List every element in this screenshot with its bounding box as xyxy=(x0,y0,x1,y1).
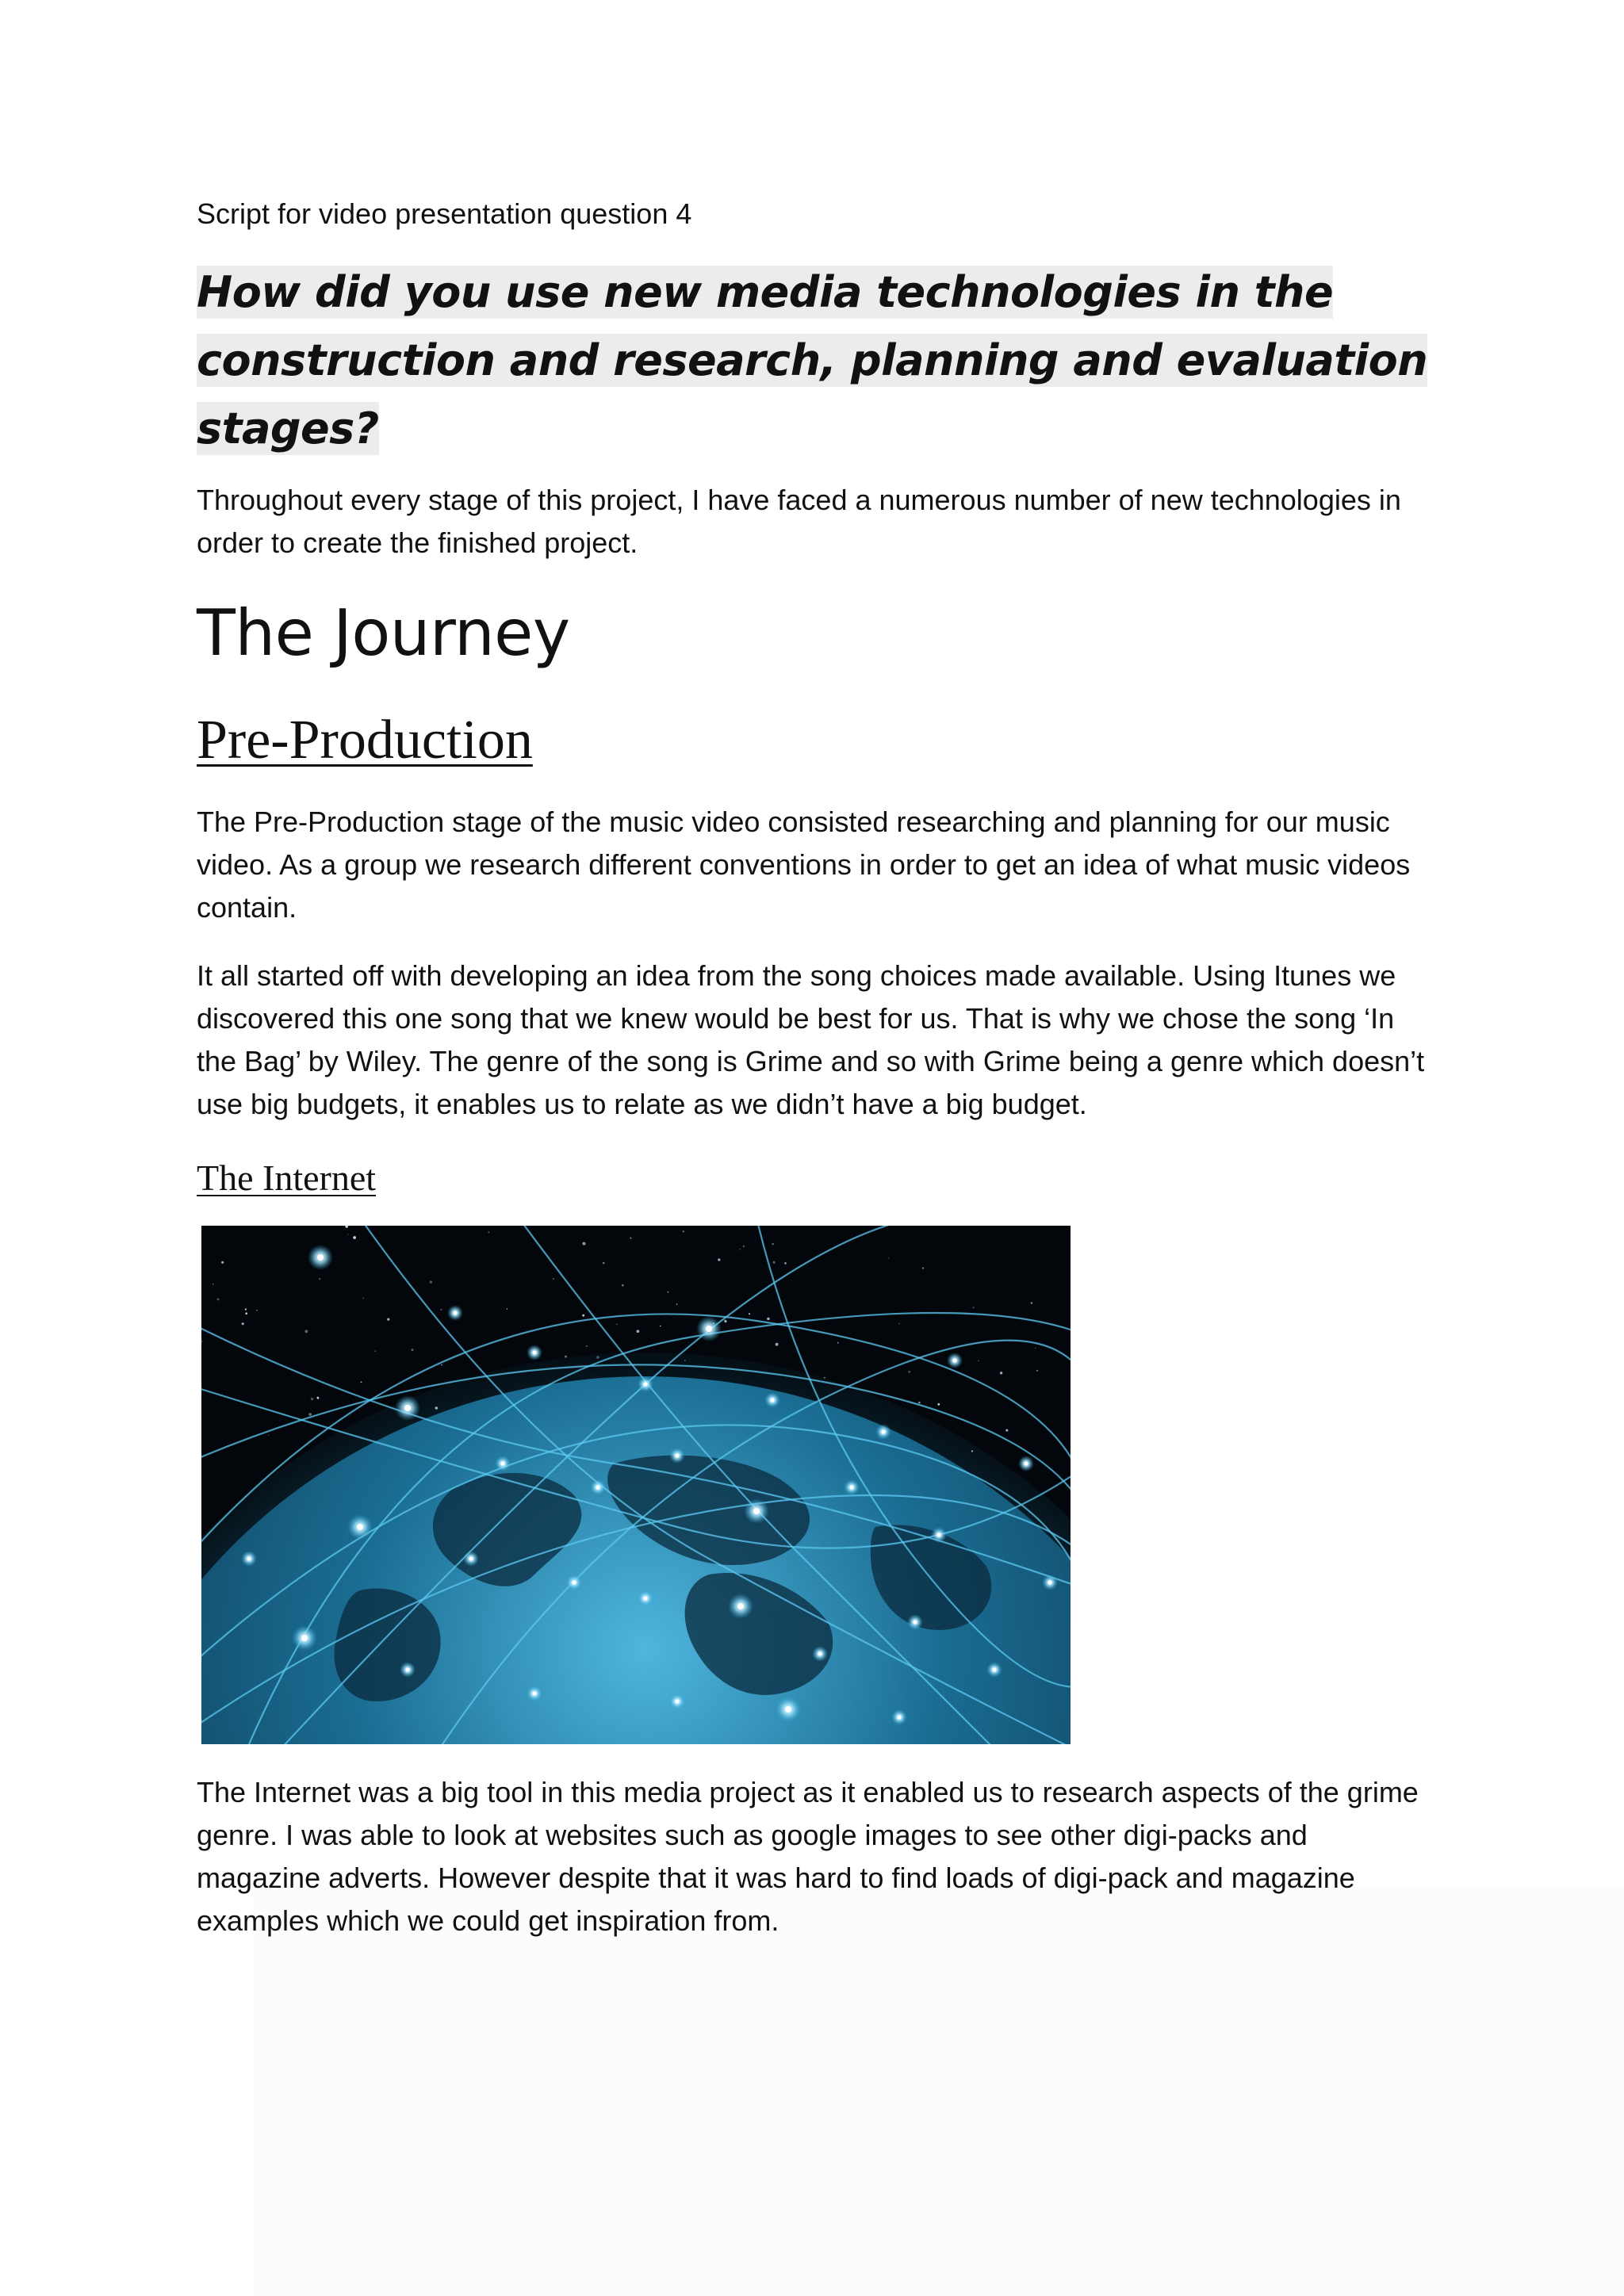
document-label: Script for video presentation question 4 xyxy=(197,197,692,230)
globe-network-image xyxy=(201,1226,1071,1744)
journey-heading: The Journey xyxy=(197,596,570,670)
internet-paragraph: The Internet was a big tool in this media project as it enabled us to research aspects of the grime genre. I was able to look at websites such as google images to see other digi-packs and magazine adverts. However despite that it was hard to find loads of digi-pack and magazine examples which we could get inspiration from. xyxy=(197,1776,1419,1937)
question-text: How did you use new media technologies in the construction and research, planning and evaluation stages? xyxy=(197,267,1428,453)
preproduction-paragraph-2: It all started off with developing an idea from the song choices made available. Using Itunes we discovered this one song that we knew would be best for us. That is why we chose the song ‘In the Bag’ by Wiley. The genre of the song is Grime and so with Grime being a genre which doesn’t use big budgets, it enables us to relate as we didn’t have a big budget. xyxy=(197,959,1425,1120)
preproduction-paragraph-1: The Pre-Production stage of the music video consisted researching and planning for our music video. As a group we research different conventions in order to get an idea of what music videos contain. xyxy=(197,806,1411,924)
question-heading xyxy=(197,258,1434,463)
intro-paragraph: Throughout every stage of this project, I have faced a numerous number of new technologies in order to create the finished project. xyxy=(197,484,1401,559)
document-body xyxy=(197,190,1434,1968)
internet-heading: The Internet xyxy=(197,1158,377,1198)
preproduction-heading: Pre-Production xyxy=(197,710,533,771)
